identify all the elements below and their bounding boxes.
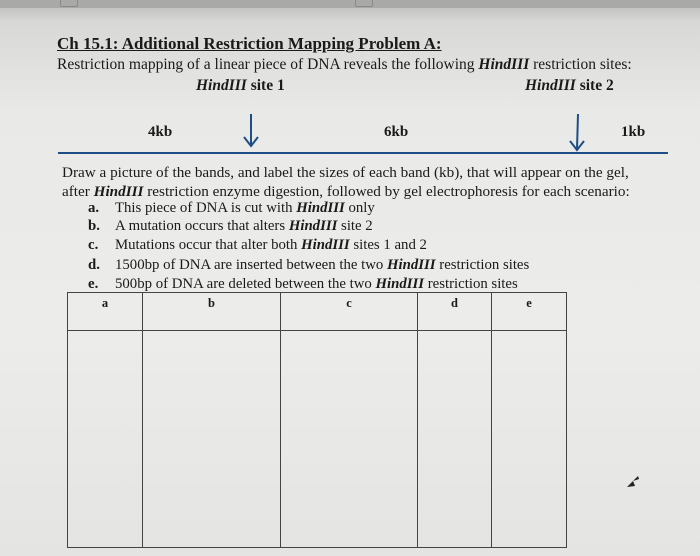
scenario-c bbox=[88, 237, 427, 254]
site-1-label bbox=[196, 77, 285, 95]
scenario-text: restriction sites bbox=[424, 276, 518, 292]
gel-lane-c[interactable] bbox=[281, 331, 418, 548]
scenario-a bbox=[88, 200, 375, 217]
site-1-enzyme: HindIII bbox=[196, 77, 247, 94]
scenario-text: A mutation occurs that alters bbox=[115, 218, 289, 234]
intro-text bbox=[57, 56, 632, 74]
intro-enzyme: HindIII bbox=[478, 56, 530, 73]
scenario-text: sites 1 and 2 bbox=[349, 237, 427, 253]
question-line-2-suffix: restriction enzyme digestion, followed by gel electrophoresis for each scenario: bbox=[143, 183, 630, 200]
page-mark bbox=[60, 0, 78, 7]
question-line-2-prefix: after bbox=[62, 183, 94, 200]
scenario-letter: d. bbox=[88, 257, 100, 273]
site-2-text: site 2 bbox=[575, 77, 614, 94]
question-line-1: Draw a picture of the bands, and label the sizes of each band (kb), that will appear on the gel, bbox=[62, 164, 629, 181]
scenario-enzyme: HindIII bbox=[296, 200, 345, 216]
scenario-enzyme: HindIII bbox=[375, 276, 425, 292]
scenario-letter: a. bbox=[88, 200, 100, 216]
scenario-d bbox=[88, 257, 529, 274]
scenario-text: only bbox=[344, 200, 375, 216]
scenario-text: site 2 bbox=[337, 218, 373, 234]
site-1-text: site 1 bbox=[246, 77, 285, 94]
question-enzyme: HindIII bbox=[93, 183, 144, 200]
gel-header-b: b bbox=[143, 293, 281, 331]
segment-left-label: 4kb bbox=[148, 124, 173, 140]
question-text bbox=[62, 163, 682, 201]
scenario-enzyme: HindIII bbox=[301, 237, 350, 253]
segment-right-label: 1kb bbox=[621, 124, 646, 140]
scenario-text: restriction sites bbox=[435, 257, 530, 273]
scenario-b bbox=[88, 218, 373, 235]
gel-lane-b[interactable] bbox=[143, 331, 281, 548]
site-2-enzyme: HindIII bbox=[525, 77, 576, 94]
dna-line bbox=[58, 152, 668, 154]
page-title: Ch 15.1: Additional Restriction Mapping Problem A: bbox=[57, 34, 442, 53]
scenario-text: 500bp of DNA are deleted between the two bbox=[115, 276, 376, 292]
gel-lane-e[interactable] bbox=[492, 331, 567, 548]
scenario-e bbox=[88, 276, 518, 293]
gel-lane-d[interactable] bbox=[418, 331, 492, 548]
scenario-text: 1500bp of DNA are inserted between the two bbox=[115, 257, 388, 273]
segment-middle-label: 6kb bbox=[384, 124, 409, 140]
scenario-enzyme: HindIII bbox=[387, 257, 436, 273]
site-2-label bbox=[525, 77, 614, 95]
scenario-letter: e. bbox=[88, 276, 99, 292]
scenario-letter: c. bbox=[88, 237, 99, 253]
gel-header-a: a bbox=[68, 293, 143, 331]
scenario-enzyme: HindIII bbox=[288, 218, 338, 234]
top-edge bbox=[0, 0, 700, 8]
gel-lane-a[interactable] bbox=[68, 331, 143, 548]
intro-prefix: Restriction mapping of a linear piece of DNA reveals the following bbox=[57, 56, 479, 73]
gel-header-c: c bbox=[281, 293, 418, 331]
gel-header-d: d bbox=[418, 293, 492, 331]
question-line-2 bbox=[62, 182, 682, 201]
scenario-text: This piece of DNA is cut with bbox=[115, 200, 297, 216]
scenario-text: Mutations occur that alter both bbox=[115, 237, 302, 253]
page-mark bbox=[355, 0, 373, 7]
intro-suffix: restriction sites: bbox=[529, 56, 632, 73]
gel-header-e: e bbox=[492, 293, 567, 331]
scenario-letter: b. bbox=[88, 218, 100, 234]
site-2-arrow-icon bbox=[567, 112, 585, 152]
site-1-arrow-icon bbox=[242, 112, 260, 148]
mouse-cursor-icon bbox=[626, 474, 640, 488]
gel-table bbox=[67, 292, 567, 548]
